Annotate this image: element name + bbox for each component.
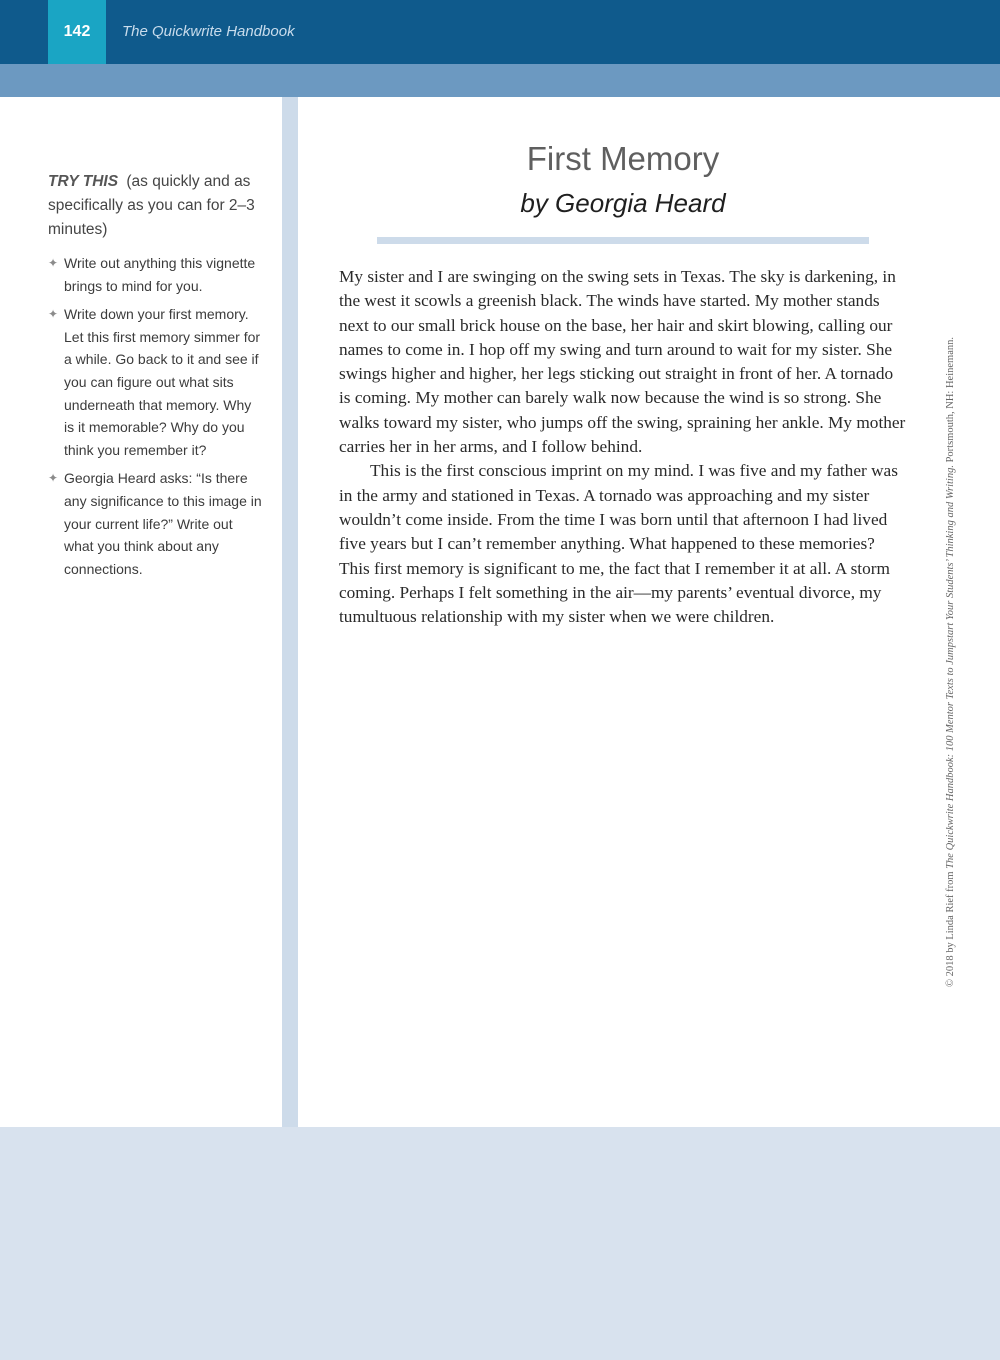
text-author: by Georgia Heard bbox=[520, 188, 726, 218]
copyright-notice bbox=[944, 302, 958, 1022]
mentor-text-body bbox=[339, 265, 907, 629]
four-point-star-icon: ✦ bbox=[48, 471, 59, 486]
four-point-star-icon: ✦ bbox=[48, 307, 59, 322]
prompt-item bbox=[48, 303, 263, 461]
header-bar bbox=[0, 0, 1000, 64]
text-title: First Memory bbox=[526, 140, 720, 177]
try-this-instructions: (as quickly and as specifically as you can for 2–3 minutes) bbox=[48, 173, 255, 238]
title-rule bbox=[377, 237, 869, 244]
paragraph: This is the first conscious imprint on my mind. I was five and my father was in the army and stationed in Texas. A tornado was approaching and my sister wouldn’t come inside. From the time I was born until that afternoon I had lived five years but I can’t remember anything. What happened to these memories? This first memory is significant to me, the fact that I remember it at all. A storm coming. Perhaps I felt something in the air—my parents’ eventual divorce, my tumultuous relationship with my sister when we were children. bbox=[339, 461, 898, 627]
prompt-list bbox=[48, 252, 263, 586]
copyright-suffix: Portsmouth, NH: Heinemann. bbox=[945, 337, 956, 466]
prompt-text: Georgia Heard asks: “Is there any significance to this image in your current life?” Write out what you think about any connections. bbox=[64, 470, 262, 577]
copyright-prefix: © 2018 by Linda Rief from bbox=[945, 868, 956, 988]
column-divider bbox=[282, 97, 298, 1127]
try-this-label: TRY THIS bbox=[48, 173, 119, 190]
paragraph: My sister and I are swinging on the swing sets in Texas. The sky is darkening, in the west it scowls a greenish black. The winds have started. My mother stands next to our small brick house on the base, her hair and skirt blowing, calling our names to come in. I hop off my swing and turn around to wait for my sister. She swings higher and higher, her legs sticking out straight in front of her. A tornado is coming. My mother can barely walk now because the wind is so strong. She walks toward my sister, who jumps off the swing, spraining her ankle. My mother carries her in her arms, and I follow behind. bbox=[339, 267, 906, 457]
page-number: 142 bbox=[48, 0, 106, 64]
prompt-text: Write out anything this vignette brings to mind for you. bbox=[64, 255, 256, 294]
prompt-text: Write down your first memory. Let this first memory simmer for a while. Go back to it and see if you can figure out what sits underneath that memory. Why is it memorable? Why do you think you remember it? bbox=[64, 306, 261, 458]
prompt-item bbox=[48, 467, 263, 580]
book-title: The Quickwrite Handbook bbox=[122, 23, 295, 40]
try-this-prompt bbox=[48, 170, 263, 242]
four-point-star-icon: ✦ bbox=[48, 256, 59, 270]
header-sub-bar bbox=[0, 64, 1000, 97]
copyright-book-title: The Quickwrite Handbook: 100 Mentor Texts to Jumpstart Your Students’ Thinking and Writing. bbox=[945, 465, 956, 869]
prompt-item bbox=[48, 252, 263, 297]
